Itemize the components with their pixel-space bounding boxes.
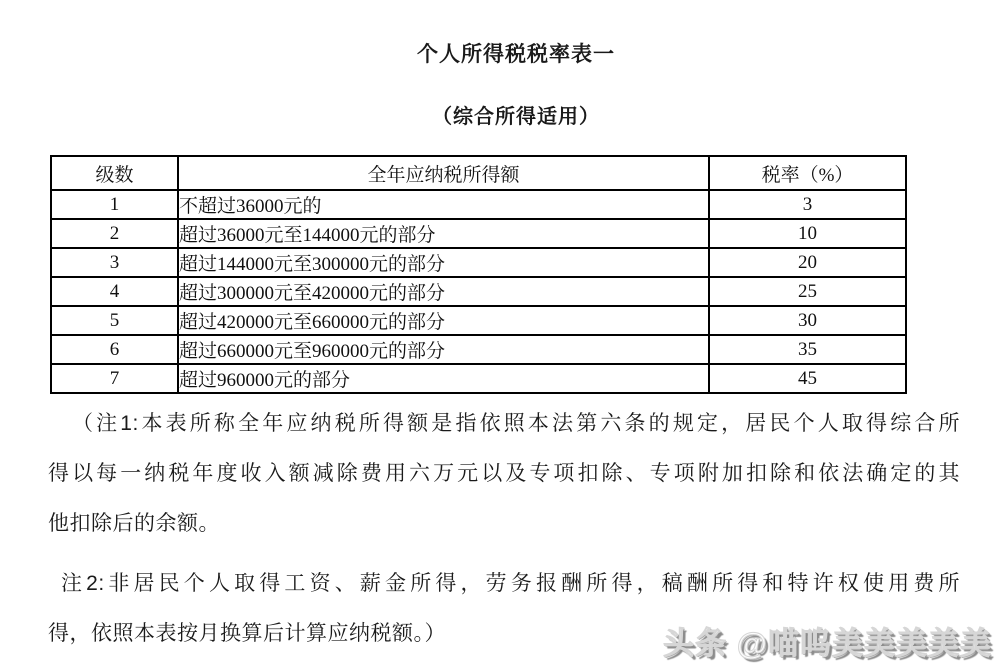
level-cell: 7 (51, 364, 178, 393)
table-row (51, 306, 906, 335)
level-cell: 2 (51, 219, 178, 248)
col-header-income: 全年应纳税所得额 (178, 156, 709, 190)
table-header-row (51, 156, 906, 190)
table-row (51, 219, 906, 248)
rate-cell: 3 (709, 190, 906, 219)
page-title: 个人所得税税率表一 (417, 43, 615, 66)
note-1-line-3: 他扣除后的余额。 (48, 512, 220, 535)
income-cell: 不超过36000元的 (178, 190, 709, 219)
page-subtitle: （综合所得适用） (432, 106, 600, 128)
table-row (51, 248, 906, 277)
income-cell: 超过420000元至660000元的部分 (178, 306, 709, 335)
table-row (51, 277, 906, 306)
note-1-line-1: （注1:本表所称全年应纳税所得额是指依照本法第六条的规定，居民个人取得综合所 (72, 412, 960, 435)
table-row (51, 190, 906, 219)
income-cell: 超过960000元的部分 (178, 364, 709, 393)
tax-rate-table (50, 155, 907, 394)
income-cell: 超过300000元至420000元的部分 (178, 277, 709, 306)
income-cell: 超过36000元至144000元的部分 (178, 219, 709, 248)
level-cell: 4 (51, 277, 178, 306)
note-2-line-2: 得，依照本表按月换算后计算应纳税额。） (48, 622, 446, 645)
rate-cell: 45 (709, 364, 906, 393)
rate-cell: 20 (709, 248, 906, 277)
table-row (51, 364, 906, 393)
rate-cell: 35 (709, 335, 906, 364)
rate-cell: 25 (709, 277, 906, 306)
level-cell: 5 (51, 306, 178, 335)
note-2-line-1: 注2:非居民个人取得工资、薪金所得，劳务报酬所得，稿酬所得和特许权使用费所 (61, 572, 960, 595)
income-cell: 超过660000元至960000元的部分 (178, 335, 709, 364)
table-row (51, 335, 906, 364)
level-cell: 3 (51, 248, 178, 277)
level-cell: 1 (51, 190, 178, 219)
toutiao-watermark: 头条 @喵呜美美美美美 (663, 626, 992, 661)
col-header-level: 级数 (51, 156, 178, 190)
rate-cell: 10 (709, 219, 906, 248)
level-cell: 6 (51, 335, 178, 364)
income-cell: 超过144000元至300000元的部分 (178, 248, 709, 277)
col-header-rate: 税率（%） (709, 156, 906, 190)
rate-cell: 30 (709, 306, 906, 335)
note-1-paragraph (48, 399, 960, 549)
note-1-line-2: 得以每一纳税年度收入额减除费用六万元以及专项扣除、专项附加扣除和依法确定的其 (48, 462, 960, 485)
